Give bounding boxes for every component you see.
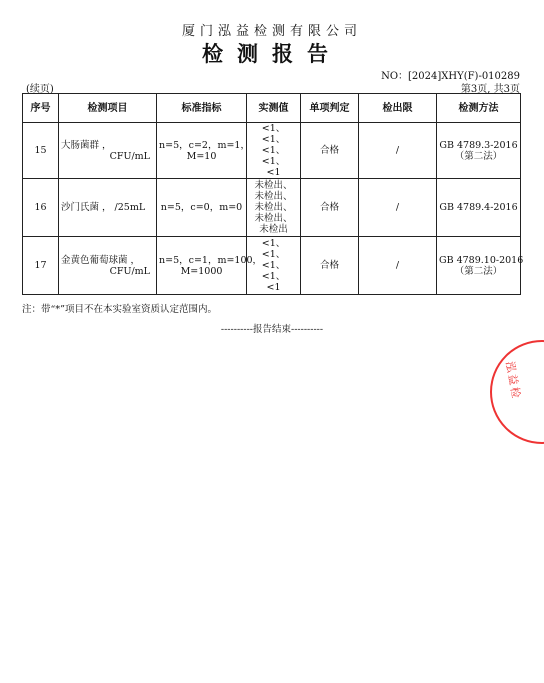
table-row <box>23 123 521 179</box>
method-line: GB 4789.10-2016 <box>439 254 524 266</box>
page-info: 第3页, 共3页 <box>460 84 520 95</box>
measured-values <box>247 179 301 237</box>
measured-value: <1、 <box>261 260 286 271</box>
test-item-unit: CFU/mL <box>109 265 150 277</box>
continued-label: (续页) <box>26 84 54 95</box>
detection-limit: / <box>359 123 437 179</box>
test-item <box>59 179 157 237</box>
measured-value: <1 <box>266 282 281 293</box>
column-header: 单项判定 <box>301 94 359 123</box>
method-line: （第二法） <box>454 150 503 162</box>
detection-limit: / <box>359 179 437 237</box>
measured-value: 未检出、 <box>254 213 293 224</box>
table-row <box>23 179 521 237</box>
company-name: 厦门泓益检测有限公司 <box>181 24 362 39</box>
test-method <box>437 179 521 237</box>
test-item <box>59 123 157 179</box>
measured-value: <1、 <box>261 249 286 260</box>
judgement: 合格 <box>301 237 359 295</box>
method-line: （第二法） <box>454 265 503 277</box>
judgement: 合格 <box>301 179 359 237</box>
measured-value: <1 <box>266 167 281 178</box>
standard-line: M=10 <box>186 150 217 162</box>
row-number: 15 <box>23 123 59 179</box>
column-header: 检出限 <box>359 94 437 123</box>
standard-index <box>157 123 250 179</box>
test-method <box>437 123 521 179</box>
report-number: NO：[2024]XHY(F)-010289 <box>381 71 520 82</box>
measured-value: <1、 <box>261 238 286 249</box>
standard-index <box>157 179 247 237</box>
judgement: 合格 <box>301 123 359 179</box>
column-header: 实测值 <box>247 94 301 123</box>
results-table <box>22 93 524 295</box>
row-number: 16 <box>23 179 59 237</box>
standard-line: n=5，c=0，m=0 <box>160 202 243 213</box>
standard-line: n=5，c=2，m=1， <box>159 139 250 151</box>
detection-limit: / <box>359 237 437 295</box>
seal-text: 泓益检 <box>503 360 523 402</box>
test-item-unit: CFU/mL <box>109 150 150 162</box>
measured-value: 未检出、 <box>254 202 293 213</box>
footnote: 注：带“*”项目不在本实验室资质认定范围内。 <box>22 304 217 315</box>
report-end-marker: ----------报告结束---------- <box>220 324 324 335</box>
column-header: 检测方法 <box>437 94 521 123</box>
table-row <box>23 237 521 295</box>
standard-line: M=1000 <box>180 265 223 277</box>
column-header: 检测项目 <box>59 94 157 123</box>
measured-value: <1、 <box>261 145 286 156</box>
standard-index <box>157 237 263 295</box>
column-header: 序号 <box>23 94 59 123</box>
measured-value: <1、 <box>261 271 286 282</box>
method-line: GB 4789.4-2016 <box>439 202 518 213</box>
row-number: 17 <box>23 237 59 295</box>
measured-value: <1、 <box>261 123 286 134</box>
test-item-name: 金黄色葡萄球菌 ， <box>61 254 141 266</box>
test-item-name: 大肠菌群 ， <box>61 139 112 151</box>
column-header: 标准指标 <box>157 94 247 123</box>
standard-line: n=5，c=1，m=100， <box>159 254 263 266</box>
method-line: GB 4789.3-2016 <box>439 139 518 151</box>
measured-value: 未检出、 <box>254 180 293 191</box>
table-header-row <box>23 94 521 123</box>
measured-value: <1、 <box>261 134 286 145</box>
report-title: 检测报告 <box>202 41 342 66</box>
measured-values <box>247 237 301 295</box>
test-item-name: 沙门氏菌 ， /25mL <box>61 202 146 213</box>
measured-value: <1、 <box>261 156 286 167</box>
test-item <box>59 237 157 295</box>
test-method <box>437 237 524 295</box>
measured-values <box>247 123 301 179</box>
measured-value: 未检出 <box>259 224 288 235</box>
measured-value: 未检出、 <box>254 191 293 202</box>
